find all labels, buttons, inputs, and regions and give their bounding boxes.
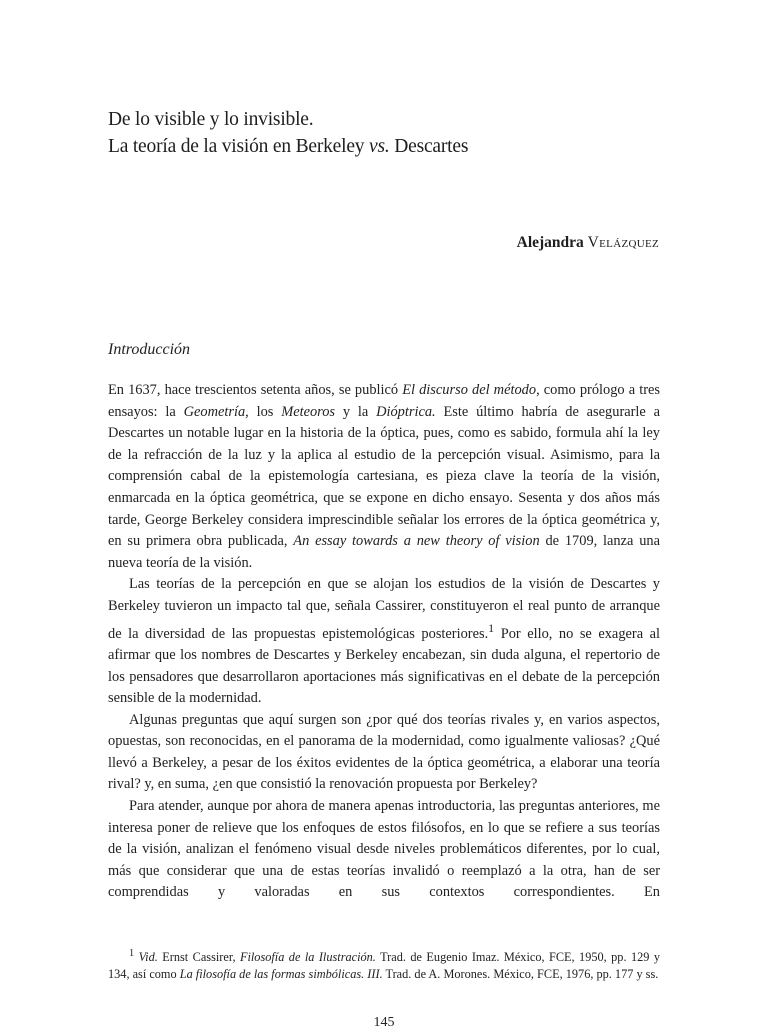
title-line-2-end: Descartes [389,136,469,157]
text-run: Trad. de Eugenio Imaz. México, [375,950,549,965]
publisher-abbrev: FCE [537,967,560,982]
paragraph-1 [108,380,660,574]
paragraph-2 [108,574,660,709]
text-run: de 1709, lanza una nueva teoría de la visión. [108,533,660,571]
text-run: Ernst Cassirer, [157,950,240,965]
italic-run: La filosofía de las formas simbólicas. III. [179,967,383,982]
text-run: y la [335,403,377,420]
italic-run: Filosofía de la Ilustración. [239,950,376,965]
italic-run: Geometría [183,403,246,420]
text-run: Trad. de A. Morones. México, [382,967,538,982]
title-line-1: De lo visible y lo invisible. [108,109,314,130]
text-run: , los [245,403,282,420]
italic-run: El discurso del método [402,382,537,398]
italic-run: Dióptrica. [376,403,436,420]
text-run: Este último habría de asegurarle a Descartes un notable lugar en la historia de la óptica, pues, como es sabido, formula ahí la ley de la refracción de la luz y la aplica al estudio de la percepción visual. Asimismo, para la comprensión cabal de la epistemología cartesiana, es pieza clave la teoría de la visión, enmarcada en la óptica geométrica, que se expone en dicho ensayo. Sesenta y dos años más tarde, George Berkeley considera imprescindible señalar los errores de la óptica geométrica y, en su primera obra publicada, [108,403,661,550]
footnote [108,945,660,983]
publisher-abbrev: FCE [548,950,572,965]
text-run: Por ello, no se exagera al afirmar que los nombres de Descartes y Berkeley encabezan, sin duda alguna, el repertorio de los pensadores que desarrollaron aportaciones más significativas en el debate de la percepción sensible de la modernidad. [108,625,660,707]
text-run: , 1950, pp. 129 y 134, así como [108,950,660,982]
italic-run: An essay towards a new theory of vision [293,533,540,550]
author-name [430,233,659,253]
page-number: 145 [373,1015,395,1030]
footnote-number: 1 [129,948,135,959]
body-text [108,380,660,904]
text-run: Las teorías de la percepción en que se alojan los estudios de la visión de Descartes y Berkeley tuvieron un impacto tal que, señala Cassirer, constituyeron el real punto de arranque de la diversidad de las propuestas epistemológicas posteriores. [108,576,660,642]
text-run: En 1637, hace trescientos setenta años, se publicó [108,382,403,398]
italic-run: Meteoros [281,403,336,420]
footnote-marker[interactable]: 1 [488,620,495,635]
paragraph-3: Algunas preguntas que aquí surgen son ¿por qué dos teorías rivales y, en varios aspectos, opuestas, son reconocidas, en el panorama de la modernidad, como igualmente valiosas? ¿Qué llevó a Berkeley, a pesar de los éxitos evidentes de la óptica geométrica, a elaborar una teoría rival? y, en suma, ¿en que consistió la renovación propuesta por Berkeley? [108,711,660,793]
title-line-2 [108,133,468,160]
text-run: , como prólogo a tres ensayos: la [108,382,660,420]
author-first-name: Alejandra [516,234,584,251]
author-last-name: Velázquez [587,234,659,251]
italic-run: Vid. [138,950,158,965]
section-heading: Introducción [108,341,191,358]
text-run: , 1976, pp. 177 y ss. [559,967,659,982]
article-title [108,106,468,160]
title-line-2-text: La teoría de la visión en Berkeley [108,136,370,157]
title-vs: vs. [369,136,390,157]
paragraph-4: Para atender, aunque por ahora de manera apenas introductoria, las preguntas anteriores, me interesa poner de relieve que los enfoques de estos filósofos, en lo que se refiere a sus teorías de la visión, analizan el fenómeno visual desde niveles problemáticos diferentes, por lo cual, más que considerar que una de estas teorías invalidó o reemplazó a la otra, han de ser comprendidas y valoradas en sus contextos correspondientes. En [108,798,660,901]
